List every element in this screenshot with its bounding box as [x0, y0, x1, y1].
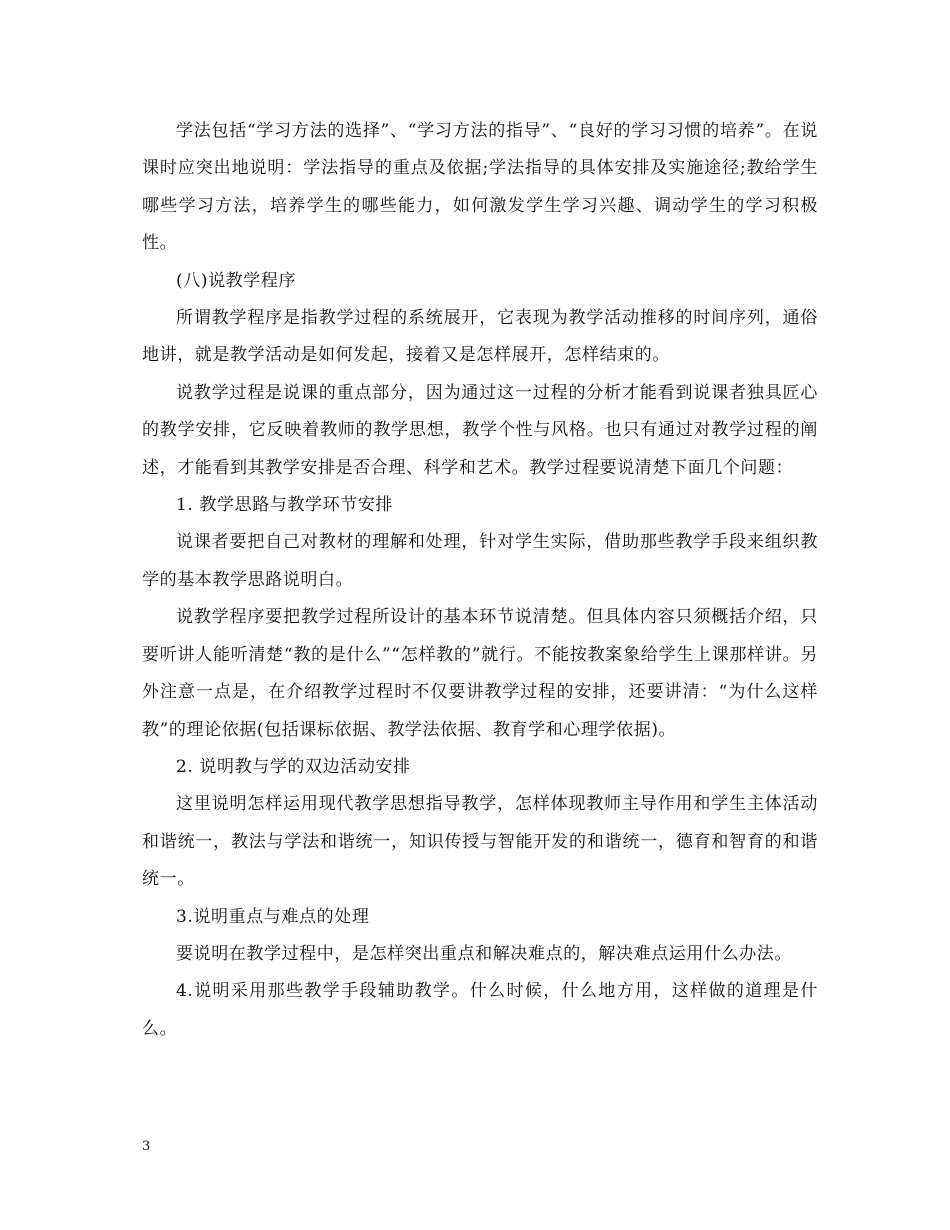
paragraph-teaching-aids: 4.说明采用那些教学手段辅助教学。什么时候，什么地方用，这样做的道理是什么。 [142, 981, 818, 1039]
heading-teaching-ideas: 1. 教学思路与教学环节安排 [176, 495, 394, 516]
page-number: 3 [142, 1139, 151, 1154]
paragraph-study-methods: 学法包括“学习方法的选择”、“学习方法的指导”、“良好的学习习惯的培养”。在说课时应突出地说明：学法指导的重点及依据;学法指导的具体安排及实施途径;教给学生哪些学习方法，培养学生的哪些能力，如何激发学生学习兴趣、调动学生的学习积极性。 [142, 121, 818, 254]
heading-key-points: 3.说明重点与难点的处理 [176, 906, 370, 927]
paragraph-teaching-ideas: 说课者要把自己对教材的理解和处理，针对学生实际，借助那些教学手段来组织教学的基本教学思路说明白。 [142, 532, 818, 590]
paragraph-bilateral-activities: 这里说明怎样运用现代教学思想指导教学，怎样体现教师主导作用和学生主体活动和谐统一，教法与学法和谐统一，知识传授与智能开发的和谐统一，德育和智育的和谐统一。 [142, 794, 818, 890]
paragraph-basic-steps: 说教学程序要把教学过程所设计的基本环节说清楚。但具体内容只须概括介绍，只要听讲人能听清楚“教的是什么”“怎样教的”就行。不能按教案象给学生上课那样讲。另外注意一点是，在介绍教学过程时不仅要讲教学过程的安排，还要讲清：“为什么这样教”的理论依据(包括课标依据、教学法依据、教育学和心理学依据)。 [142, 607, 818, 740]
paragraph-key-points: 要说明在教学过程中，是怎样突出重点和解决难点的，解决难点运用什么办法。 [176, 943, 792, 964]
paragraph-procedure-definition: 所谓教学程序是指教学过程的系统展开，它表现为教学活动推移的时间序列，通俗地讲，就是教学活动是如何发起，接着又是怎样展开，怎样结束的。 [142, 308, 818, 366]
heading-teaching-procedure: (八)说教学程序 [176, 270, 297, 291]
document-body [142, 113, 818, 1048]
heading-bilateral-activities: 2. 说明教与学的双边活动安排 [176, 756, 411, 777]
paragraph-process-importance: 说教学过程是说课的重点部分，因为通过这一过程的分析才能看到说课者独具匠心的教学安排，它反映着教师的教学思想，教学个性与风格。也只有通过对教学过程的阐述，才能看到其教学安排是否合理、科学和艺术。教学过程要说清楚下面几个问题： [142, 382, 818, 478]
